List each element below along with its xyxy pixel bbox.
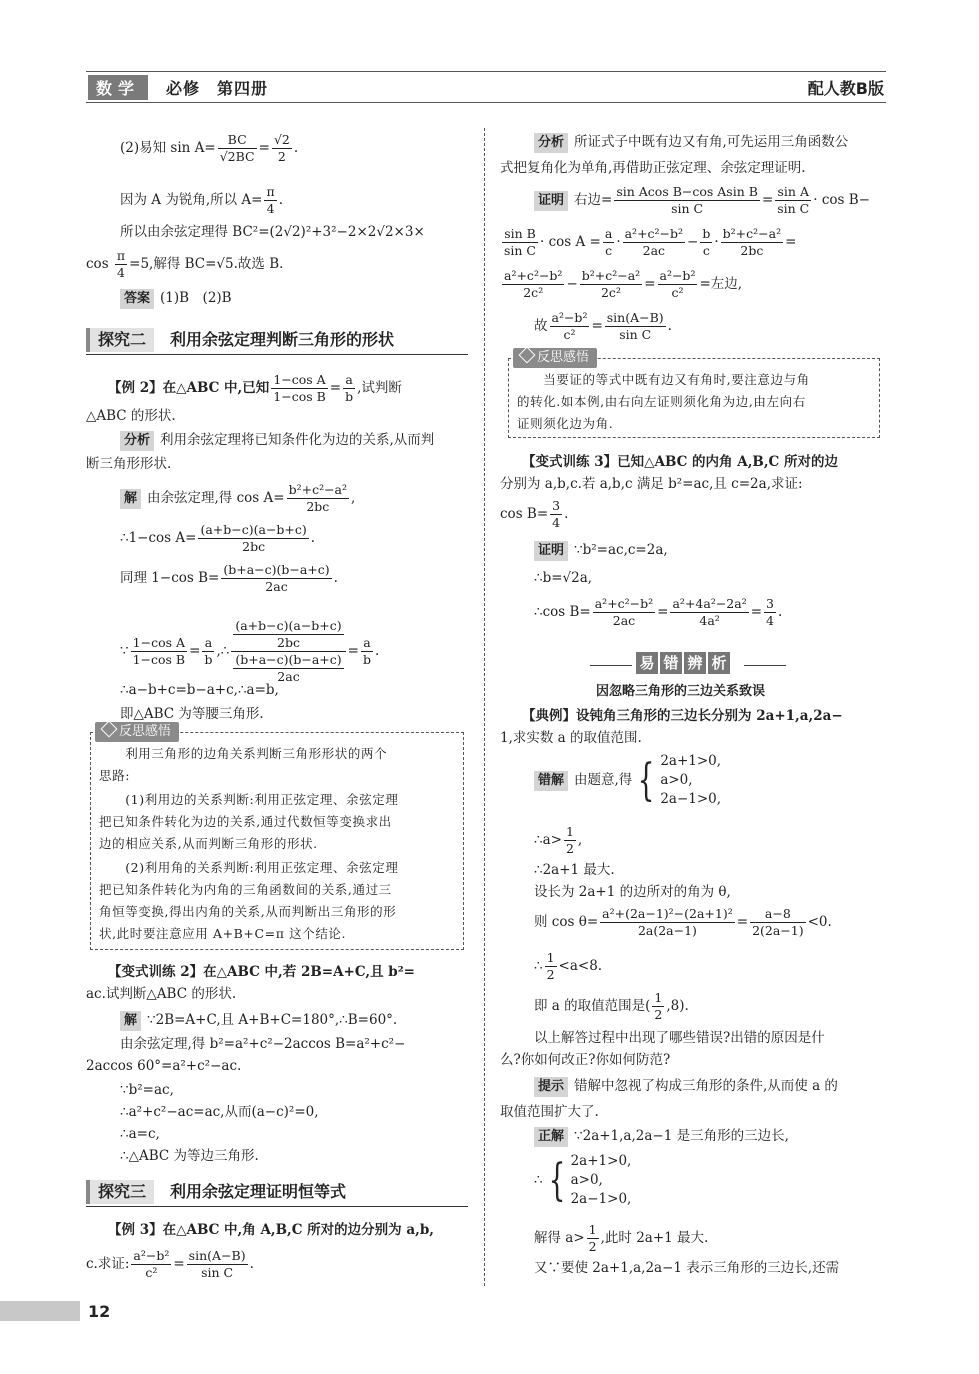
variant-3-line2: 分别为 a,b,c.若 a,b,c 满足 b²=ac,且 c=2a,求证: <box>500 476 803 492</box>
analysis-line2: 断三角形形状. <box>86 456 172 472</box>
analysis-line: 分析 利用余弦定理将已知条件化为边的关系,从而判 <box>120 430 434 451</box>
r-analysis-tag: 分析 <box>534 133 568 153</box>
solution-tag: 解 <box>120 489 141 509</box>
typical-example-line2: 1,求实数 a 的取值范围. <box>500 730 642 746</box>
line-l2: 因为 A 为锐角,所以 A= $\frac{\pi}{4}$ . <box>120 184 283 216</box>
correct-solution-tag: 正解 <box>534 1127 568 1147</box>
book-title: 必修 第四册 <box>166 79 269 98</box>
r-analysis-line2: 式把复角化为单角,再借助正弦定理、余弦定理证明. <box>500 160 806 176</box>
variant-2-line1: 【变式训练 2】在△ABC 中,若 2B=A+C,且 b²= <box>108 964 415 980</box>
hint-line2: 取值范围扩大了. <box>500 1104 599 1120</box>
variant-2-sol-3: 2accos 60°=a²+c²−ac. <box>86 1058 242 1074</box>
error-analysis-header: 易 错 辨 析 <box>590 652 800 678</box>
reflection-box-1: 反思感悟 利用三角形的边角关系判断三角形形状的两个 思路: (1)利用边的关系判断:利用正弦定理、余弦定理 把已知条件转化为边的关系,通过代数恒等变换求出 边的相应关系,从而判断三角形的形状. (2)利用角的关系判断:利用正弦定理、余弦定理 把已知条件转化为内角的三角函数间的关系,通过三 角恒等变换,得出内角的关系,从而判断出三角形的形 状,此时要注意应用 A+B+C=π 这个结论. <box>90 732 464 950</box>
answer-tag: 答案 <box>120 289 154 309</box>
solution-line-1: 解 由余弦定理,得 cos A= $\frac{\text{b²+c²−a²}}{2bc}$ , <box>120 482 355 515</box>
proof-line-3: $\frac{\text{a²+c²−b²}}{\text{2c²}}$ − $\frac{\text{b²+c²−a²}}{\text{2c²}}$ = $\frac{\text{a²−b²}}{\text{c²}}$ =左边, <box>504 268 743 300</box>
proof-line-1: 证明 右边= $\frac{\text{sin Acos B−cos Asin B}}{\text{sin C}}$ = $\frac{\text{sin A}}{\text{sin C}}$ · cos B− <box>534 184 870 217</box>
section-2-title: 利用余弦定理判断三角形的形状 <box>170 330 395 349</box>
wrong-solution-1: 错解 由题意,得 { 2a+1>0, a>0, 2a−1>0, <box>534 752 721 809</box>
wrong-solution-5: 则 cos θ= $\frac{\text{a²+(2a−1)²−(2a+1)²}}{2a(2a-1)}$ = $\frac{a-8}{2(2a-1)}$ <0. <box>534 906 832 938</box>
wrong-solution-6: ∴ $\frac{1}{2}$ <a<8. <box>534 950 603 982</box>
r-analysis-line: 分析 所证式子中既有边又有角,可先运用三角函数公 <box>534 132 848 153</box>
variant-3-proof-tag: 证明 <box>534 541 568 561</box>
section-3-header <box>86 1178 468 1207</box>
variant-2-sol-1: 解 ∵2B=A+C,且 A+B+C=180°,∴B=60°. <box>120 1010 397 1031</box>
variant-2-line2: ac.试判断△ABC 的形状. <box>86 986 237 1002</box>
variant-2-sol-7: ∴△ABC 为等边三角形. <box>120 1148 259 1164</box>
example-2-line: 【例 2】在△ABC 中,已知 $\frac{\text{1−cos A}}{\text{1−cos B}}$ = $\frac{a}{b}$ ,试判断 <box>108 372 402 404</box>
line-l4: cos $\frac{\pi}{4}$ =5,解得 BC=√5.故选 B. <box>86 248 284 280</box>
solution-line-3: 同理 1−cos B= $\frac{(b+a-c)(b-a+c)}{2ac}$ . <box>120 562 338 594</box>
variant-3-proof-3: ∴cos B= $\frac{\text{a²+c²−b²}}{2ac}$ = $\frac{\text{a²+4a²−2a²}}{\text{4a²}}$ = $\frac{3}{4}$ . <box>534 596 783 628</box>
variant-3-line3: cos B= $\frac{3}{4}$ . <box>500 498 569 530</box>
wrong-solution-tag: 错解 <box>534 771 568 791</box>
question-line2: 么?你如何改正?你如何防范? <box>500 1052 671 1068</box>
page-header <box>86 71 886 103</box>
example-2-line2: △ABC 的形状. <box>86 408 176 424</box>
variant-2-solution-tag: 解 <box>120 1011 141 1031</box>
variant-2-sol-4: ∵b²=ac, <box>120 1082 174 1098</box>
variant-3-proof-1: 证明 ∵b²=ac,c=2a, <box>534 540 668 561</box>
proof-line-4: 故 $\frac{\text{a²−b²}}{\text{c²}}$ = $\frac{\sin(A-B)}{\text{sin C}}$ . <box>534 310 672 342</box>
footer-bar <box>0 1301 80 1321</box>
pencil-icon <box>519 347 536 364</box>
wrong-solution-2: ∴a> $\frac{1}{2}$ , <box>534 824 583 856</box>
question-line1: 以上解答过程中出现了哪些错误?出错的原因是什 <box>534 1030 825 1046</box>
example-3-line1: 【例 3】在△ABC 中,角 A,B,C 所对的边分别为 a,b, <box>108 1222 434 1238</box>
proof-tag: 证明 <box>534 191 568 211</box>
solution-line-6: 即△ABC 为等腰三角形. <box>120 706 264 722</box>
variant-3-line1: 【变式训练 3】已知△ABC 的内角 A,B,C 所对的边 <box>522 454 838 470</box>
line-l3: 所以由余弦定理得 BC²=(2√2)²+3²−2×2√2×3× <box>120 224 425 240</box>
solution-line-5: ∴a−b+c=b−a+c,∴a=b, <box>120 682 279 698</box>
answer-line: 答案 (1)B (2)B <box>120 288 232 309</box>
section-2-tag: 探究二 <box>86 328 154 352</box>
subject-label: 数学 <box>88 75 148 100</box>
right-column <box>500 122 886 1282</box>
variant-2-sol-5: ∴a²+c²−ac=ac,从而(a−c)²=0, <box>120 1104 319 1120</box>
typical-example-line1: 【典例】设钝角三角形的三边长分别为 2a+1,a,2a− <box>522 708 843 724</box>
solution-line-2: ∴1−cos A= $\frac{(a+b-c)(a-b+c)}{2bc}$ . <box>120 522 316 554</box>
wrong-solution-4: 设长为 2a+1 的边所对的角为 θ, <box>534 884 731 900</box>
hint-line1: 提示 错解中忽视了构成三角形的条件,从而使 a 的 <box>534 1076 838 1097</box>
variant-2-sol-6: ∴a=c, <box>120 1126 160 1142</box>
solution-line-4: ∵ $\frac{\text{1−cos A}}{\text{1−cos B}}$ = $\frac{a}{b}$ ,∴ $\frac{\frac{(a+b-c)(a-b+c)}{2bc}}{\frac{(b+a-c)(b-a+c)}{2ac}}$ = $\frac{a}{b}$ . <box>120 618 380 684</box>
proof-line-2: $\frac{\text{sin B}}{\text{sin C}}$ · cos A = $\frac{a}{c}$ · $\frac{\text{a²+c²−b²}}{2ac}$ − $\frac{b}{c}$ · $\frac{\text{b²+c²−a²}}{2bc}$ = <box>504 226 797 258</box>
wrong-solution-7: 即 a 的取值范围是( $\frac{1}{2}$ ,8). <box>534 990 689 1022</box>
error-subtitle: 因忽略三角形的三边关系致误 <box>596 684 766 699</box>
variant-2-sol-2: 由余弦定理,得 b²=a²+c²−2accos B=a²+c²− <box>120 1036 406 1052</box>
correct-solution-1: 正解 ∵2a+1,a,2a−1 是三角形的三边长, <box>534 1126 789 1147</box>
section-3-tag: 探究三 <box>86 1180 154 1204</box>
line-l1: (2)易知 sin A= $\frac{BC}{√2BC}$ = $\frac{√2}{2}$ . <box>120 132 299 164</box>
edition-label: 配人教B版 <box>807 79 884 98</box>
correct-solution-2: ∴ { 2a+1>0, a>0, 2a−1>0, <box>534 1153 632 1207</box>
hint-tag: 提示 <box>534 1077 568 1097</box>
reflection-tag: 反思感悟 <box>95 722 179 742</box>
correct-solution-4: 又∵要使 2a+1,a,2a−1 表示三角形的三边长,还需 <box>534 1260 840 1276</box>
page-number: 12 <box>88 1302 111 1321</box>
section-3-title: 利用余弦定理证明恒等式 <box>170 1182 347 1201</box>
correct-solution-3: 解得 a> $\frac{1}{2}$ ,此时 2a+1 最大. <box>534 1222 709 1254</box>
example-3-line2: c.求证: $\frac{\text{a²−b²}}{\text{c²}}$ = $\frac{\sin(A-B)}{\text{sin C}}$ . <box>86 1248 254 1280</box>
pencil-icon <box>101 721 118 738</box>
reflection-box-2: 反思感悟 当要证的等式中既有边又有角时,要注意边与角 的转化.如本例,由右向左证则须化角为边,由左向右 证则须化边为角. <box>508 358 880 438</box>
analysis-tag: 分析 <box>120 431 154 451</box>
left-column <box>86 122 468 1282</box>
section-2-header <box>86 326 468 355</box>
reflection-tag-2: 反思感悟 <box>513 348 597 368</box>
variant-3-proof-2: ∴b=√2a, <box>534 570 593 586</box>
wrong-solution-3: ∴2a+1 最大. <box>534 862 615 878</box>
column-divider <box>484 128 485 1286</box>
